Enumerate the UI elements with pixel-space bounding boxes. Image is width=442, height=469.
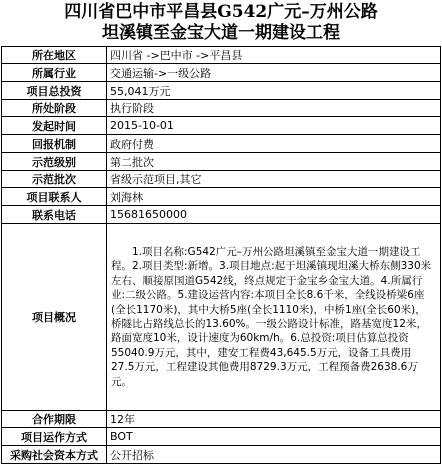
table-row-phone xyxy=(2,206,441,224)
table-row-overview xyxy=(2,224,441,411)
row-label: 回报机制 xyxy=(2,135,107,153)
table-row-start-date xyxy=(2,117,441,135)
table-row-demo-level xyxy=(2,153,441,171)
table-row-investment xyxy=(2,82,441,100)
row-label: 合作期限 xyxy=(2,411,107,428)
row-value: 12年 xyxy=(107,411,441,428)
row-value: 四川省 ->巴中市 ->平昌县 xyxy=(107,47,441,64)
row-label: 项目概况 xyxy=(2,224,107,411)
row-value xyxy=(107,224,441,411)
row-label: 所处阶段 xyxy=(2,100,107,117)
row-value: 刘海林 xyxy=(107,188,441,206)
table-row-stage xyxy=(2,100,441,117)
row-label: 示范级别 xyxy=(2,153,107,171)
row-value: 交通运输->一级公路 xyxy=(107,64,441,82)
table-row-region xyxy=(2,47,441,64)
title-line-2: 坦溪镇至金宝大道一期建设工程 xyxy=(102,23,340,43)
row-value: 2015-10-01 xyxy=(107,117,441,135)
title-line-1: 四川省巴中市平昌县G542广元–万州公路 xyxy=(64,2,378,22)
row-label: 所属行业 xyxy=(2,64,107,82)
row-value: 政府付费 xyxy=(107,135,441,153)
page-title xyxy=(0,2,442,44)
row-value: 执行阶段 xyxy=(107,100,441,117)
row-value: 公开招标 xyxy=(107,446,441,464)
row-label: 项目总投资 xyxy=(2,82,107,100)
row-value: 15681650000 xyxy=(107,206,441,224)
table-row-operation-mode xyxy=(2,428,441,446)
table-row-cooperation-term xyxy=(2,411,441,428)
row-value: 省级示范项目,其它 xyxy=(107,171,441,188)
table-row-contact xyxy=(2,188,441,206)
table-row-industry xyxy=(2,64,441,82)
row-label: 所在地区 xyxy=(2,47,107,64)
row-label: 示范批次 xyxy=(2,171,107,188)
row-value: 55,041万元 xyxy=(107,82,441,100)
row-label: 项目联系人 xyxy=(2,188,107,206)
row-label: 采购社会资本方式 xyxy=(2,446,107,464)
row-label: 发起时间 xyxy=(2,117,107,135)
row-value: BOT xyxy=(107,428,441,446)
table-row-procurement-method xyxy=(2,446,441,464)
row-label: 联系电话 xyxy=(2,206,107,224)
row-value: 第二批次 xyxy=(107,153,441,171)
row-label: 项目运作方式 xyxy=(2,428,107,446)
table-row-return-mechanism xyxy=(2,135,441,153)
overview-text: 1.项目名称:G542广元–万州公路坦溪镇至金宝大道一期建设工程。2.项目类型:新增。3.项目地点:起于坦溪镇现坦溪大桥东侧330米左右、顺接原国道G542线，终点规定于金宝乡金宝大道。4.所属行业:二级公路。5.建设运营内容:本项目全长8.6千米，全线设桥梁6座(全长1170米)，其中大桥5座(全长1110米)，中桥1座(全长60米)，桥隧比占路线总长的13.60%。一级公路设计标准，路基宽度12米，路面宽度10米，设计速度为60km/h。6.总投资:项目估算总投资55040.9万元，其中，建安工程费43,645.5万元，设备工具费用27.5万元，工程建设其他费用8729.3万元，工程预备费2638.6万元。 xyxy=(111,245,432,388)
project-info-table xyxy=(1,46,441,464)
table-row-demo-batch xyxy=(2,171,441,188)
